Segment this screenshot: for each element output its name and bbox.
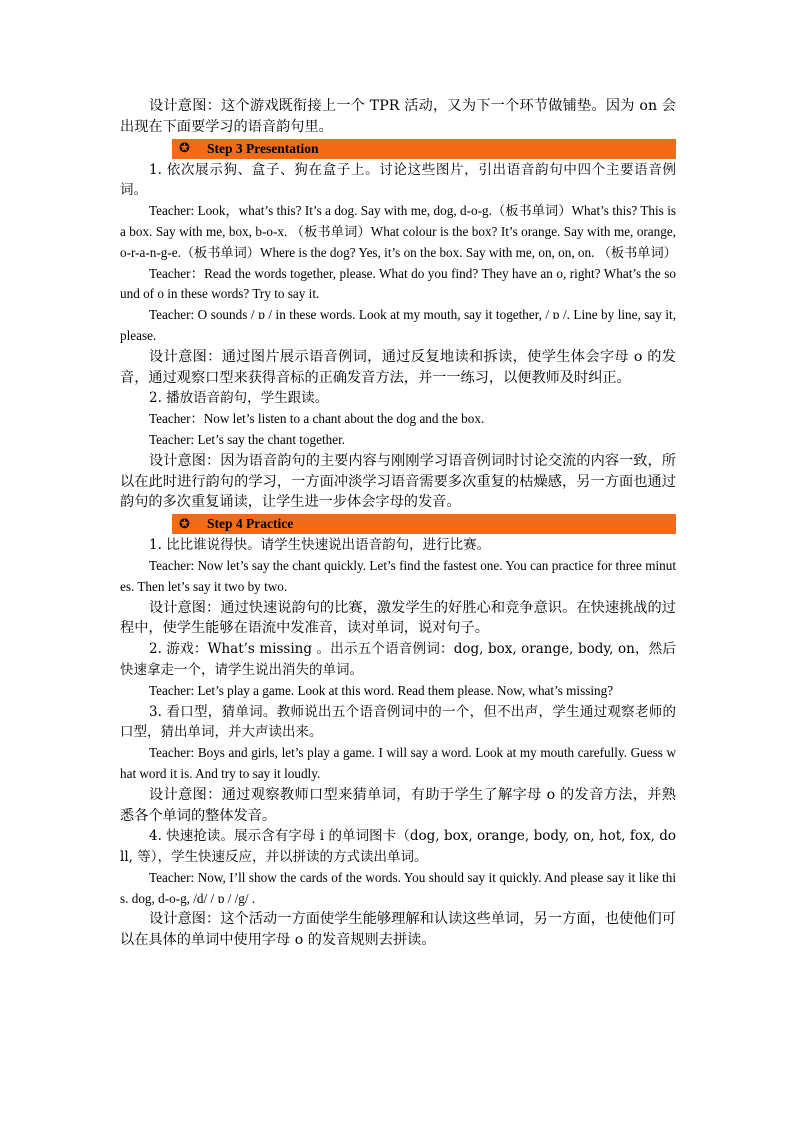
step4-heading-bar — [172, 514, 676, 534]
step4-title: Step 4 Practice — [207, 516, 294, 532]
star-circle-icon: ✪ — [179, 141, 190, 157]
step4-teacher-dialogue-1: Teacher: Now let’s say the chant quickly. Let’s find the fastest one. You can practice for three minutes. Then let’s say it two by two. — [120, 557, 676, 594]
step3-teacher-dialogue-1: Teacher: Look，what’s this? It’s a dog. Say with me, dog, d-o-g.（板书单词）What’s this? This is a box. Say with me, box, b-o-x. （板书单词）What colour is the box? It’s orange. Say with me, orange, o-r-a-n-g-e.（板书单词）Where is the dog? Yes, it’s on the box. Say with me, on, on, on. （板书单词） — [120, 203, 677, 260]
step3-teacher-dialogue-4: Teacher：Now let’s listen to a chant about the dog and the box. — [149, 411, 485, 427]
step3-teacher-dialogue-5: Teacher: Let’s say the chant together. — [149, 431, 346, 447]
step4-teacher-dialogue-3: Teacher: Boys and girls, let’s play a game. I will say a word. Look at my mouth carefully. Guess what word it is. And try to say it loudly. — [120, 745, 676, 781]
star-circle-icon: ✪ — [179, 516, 190, 532]
step3-teacher-dialogue-3: Teacher: O sounds / ɒ / in these words. Look at my mouth, say it together, / ɒ /. Line by line, say it, please. — [120, 307, 676, 343]
step4-teacher-dialogue-2: Teacher: Let’s play a game. Look at this word. Read them please. Now, what’s missing? — [149, 682, 614, 698]
step4-design-intent-1: 设计意图：通过快速说韵句的比赛，激发学生的好胜心和竞争意识。在快速挑战的过程中，使学生能够在语流中发准音，读对单词，说对句子。 — [120, 599, 676, 637]
document-page — [120, 96, 676, 951]
step4-item-2: 2. 游戏：What’s missing 。出示五个语音例词：dog, box, orange, body, on，然后快速拿走一个，请学生说出消失的单词。 — [120, 641, 676, 678]
step3-item-2: 2. 播放语音韵句，学生跟读。 — [149, 390, 329, 407]
step4-teacher-dialogue-4: Teacher: Now, I’ll show the cards of the words. You should say it quickly. And please say it like this. dog, d-o-g, /d/ / ɒ / /g/ . — [120, 869, 676, 906]
design-intent-paragraph: 设计意图：这个游戏既衔接上一个 TPR 活动，又为下一个环节做铺垫。因为 on 会出现在下面要学习的语音韵句里。 — [120, 98, 676, 135]
step3-design-intent-1: 设计意图：通过图片展示语音例词，通过反复地读和拆读，使学生体会字母 o 的发音，通过观察口型来获得音标的正确发音方法，并一一练习，以便教师及时纠正。 — [120, 348, 676, 386]
step3-teacher-dialogue-2: Teacher：Read the words together, please. What do you find? They have an o, right? What’s the sound of o in these words? Try to say it. — [120, 265, 676, 302]
step4-item-1: 1. 比比谁说得快。请学生快速说出语音韵句，进行比赛。 — [149, 537, 491, 554]
step4-item-4: 4. 快速抢读。展示含有字母 i 的单词图卡（dog, box, orange, body, on, hot, fox, doll, 等），学生快速反应，并以拼读的方式读出单词。 — [120, 828, 676, 866]
step3-item-1: 1. 依次展示狗、盒子、狗在盒子上。讨论这些图片，引出语音韵句中四个主要语音例词。 — [120, 161, 676, 199]
step4-design-intent-3: 设计意图：这个活动一方面使学生能够理解和认读这些单词，另一方面，也使他们可以在具体的单词中使用字母 o 的发音规则去拼读。 — [120, 911, 676, 949]
step4-design-intent-2: 设计意图：通过观察教师口型来猜单词，有助于学生了解字母 o 的发音方法，并熟悉各个单词的整体发音。 — [120, 786, 676, 824]
step4-item-3: 3. 看口型，猜单词。教师说出五个语音例词中的一个，但不出声，学生通过观察老师的口型，猜出单词，并大声读出来。 — [120, 703, 676, 741]
step3-heading-bar — [172, 139, 676, 159]
step3-design-intent-2: 设计意图：因为语音韵句的主要内容与刚刚学习语音例词时讨论交流的内容一致，所以在此时进行韵句的学习，一方面冲淡学习语音需要多次重复的枯燥感，另一方面也通过韵句的多次重复诵读，让学生进一步体会字母的发音。 — [120, 452, 676, 511]
step3-title: Step 3 Presentation — [207, 140, 319, 156]
